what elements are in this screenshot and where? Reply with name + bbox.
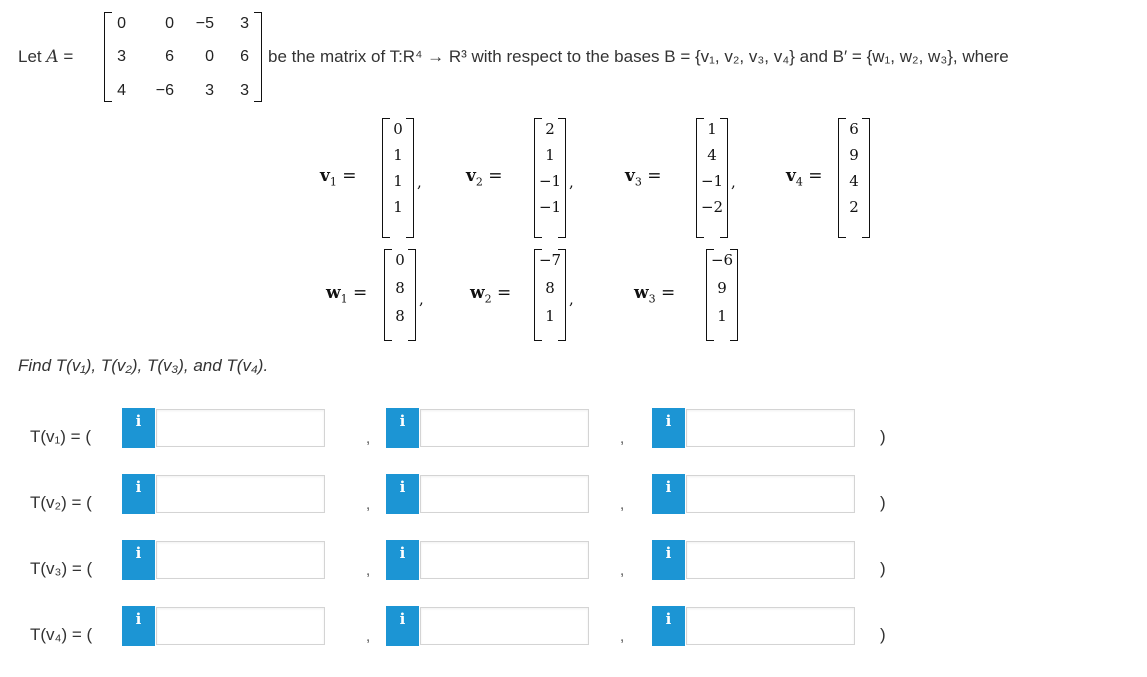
answer-separator: , xyxy=(366,496,371,513)
vector-separator: , xyxy=(731,173,736,191)
info-button[interactable] xyxy=(122,540,155,580)
vector-entry: 6 xyxy=(849,120,859,138)
answer-input[interactable] xyxy=(686,475,855,513)
info-button[interactable] xyxy=(386,474,419,514)
vector-entry: −1 xyxy=(538,172,562,190)
info-icon: i xyxy=(665,412,672,430)
matrix-a-cell: 3 xyxy=(117,48,126,65)
answer-row-label: T(v₄) = ( xyxy=(30,625,93,644)
answer-row-label: T(v₃) = ( xyxy=(30,559,93,578)
vector-entry: 1 xyxy=(707,120,717,138)
close-paren: ) xyxy=(880,559,886,578)
info-button[interactable] xyxy=(652,606,685,646)
vector-entry: −2 xyxy=(700,198,724,216)
vector-entry: 8 xyxy=(395,307,405,325)
info-icon: i xyxy=(665,610,672,628)
matrix-a-cell: 0 xyxy=(165,15,174,32)
vector-w1 xyxy=(384,249,416,341)
info-icon: i xyxy=(135,478,142,496)
matrix-right-bracket xyxy=(254,12,262,102)
close-paren: ) xyxy=(880,625,886,644)
vector-entry: 8 xyxy=(395,279,405,297)
info-icon: i xyxy=(399,610,406,628)
vector-entry: 1 xyxy=(393,172,403,190)
close-paren: ) xyxy=(880,427,886,446)
matrix-a-cell: −6 xyxy=(155,82,174,99)
info-button[interactable] xyxy=(386,540,419,580)
vector-v4 xyxy=(838,118,870,238)
vector-separator: , xyxy=(569,290,574,308)
vector-entry: 1 xyxy=(545,146,555,164)
matrix-a-cell: 0 xyxy=(205,48,214,65)
info-button[interactable] xyxy=(386,408,419,448)
answer-separator: , xyxy=(366,562,371,579)
answer-input[interactable] xyxy=(686,607,855,645)
answer-input[interactable] xyxy=(156,475,325,513)
vector-entry: −6 xyxy=(710,251,734,269)
matrix-a-cell: 0 xyxy=(117,15,126,32)
answer-input[interactable] xyxy=(420,607,589,645)
vector-separator: , xyxy=(419,290,424,308)
info-icon: i xyxy=(135,610,142,628)
answer-input[interactable] xyxy=(156,541,325,579)
matrix-a-cell: 3 xyxy=(240,15,249,32)
answer-input[interactable] xyxy=(420,541,589,579)
info-button[interactable] xyxy=(122,474,155,514)
vector-entry: −7 xyxy=(538,251,562,269)
info-button[interactable] xyxy=(386,606,419,646)
vector-entry: 4 xyxy=(707,146,717,164)
info-button[interactable] xyxy=(652,474,685,514)
answer-input[interactable] xyxy=(156,409,325,447)
matrix-a-cell: 4 xyxy=(117,82,126,99)
intro-sentence: be the matrix of T:R⁴ → R³ with respect to the bases B = {v₁, v₂, v₃, v₄} and B′ = {w₁, w₂, w₃}, where xyxy=(268,47,1009,66)
vector-entry: 1 xyxy=(393,198,403,216)
answer-row-label: T(v₂) = ( xyxy=(30,493,92,512)
answer-separator: , xyxy=(620,562,625,579)
matrix-a-cell: 6 xyxy=(240,48,249,65)
answer-input[interactable] xyxy=(420,409,589,447)
vector-v1-label: $v_1$ = xyxy=(320,166,357,189)
vector-separator: , xyxy=(417,173,422,191)
vector-entry: −1 xyxy=(538,198,562,216)
vector-entry: 4 xyxy=(849,172,859,190)
vector-w1-label: $w_1$ = xyxy=(326,283,368,306)
matrix-a xyxy=(104,12,262,102)
info-icon: i xyxy=(135,544,142,562)
equals-sign: = xyxy=(63,47,74,66)
answer-separator: , xyxy=(366,430,371,447)
info-icon: i xyxy=(399,478,406,496)
answer-separator: , xyxy=(620,496,625,513)
info-button[interactable] xyxy=(122,408,155,448)
vector-entry: 9 xyxy=(717,279,727,297)
info-icon: i xyxy=(135,412,142,430)
vector-entry: 2 xyxy=(545,120,555,138)
info-icon: i xyxy=(399,544,406,562)
vector-w2 xyxy=(534,249,566,341)
vector-entry: 1 xyxy=(717,307,727,325)
vector-v2 xyxy=(534,118,566,238)
vector-separator: , xyxy=(569,173,574,191)
vector-entry: 1 xyxy=(545,307,555,325)
vector-entry: 2 xyxy=(849,198,859,216)
vector-entry: 1 xyxy=(393,146,403,164)
vector-v3-label: $v_3$ = xyxy=(625,166,662,189)
matrix-a-cell: −5 xyxy=(195,15,214,32)
answer-input[interactable] xyxy=(156,607,325,645)
vector-entry: 8 xyxy=(545,279,555,297)
close-paren: ) xyxy=(880,493,886,512)
answer-input[interactable] xyxy=(686,409,855,447)
vector-v4-label: $v_4$ = xyxy=(786,166,823,189)
vector-v2-label: $v_2$ = xyxy=(466,166,503,189)
info-button[interactable] xyxy=(122,606,155,646)
matrix-a-cell: 3 xyxy=(205,82,214,99)
vector-entry: 0 xyxy=(395,251,405,269)
vector-w3-label: $w_3$ = xyxy=(634,283,676,306)
matrix-a-cell: 6 xyxy=(165,48,174,65)
info-icon: i xyxy=(399,412,406,430)
answer-row-label: T(v₁) = ( xyxy=(30,427,91,446)
intro-let-label: Let A = xyxy=(18,47,74,67)
question-text: Find T(v₁), T(v₂), T(v₃), and T(v₄). xyxy=(18,356,269,375)
info-icon: i xyxy=(665,478,672,496)
info-button[interactable] xyxy=(652,540,685,580)
vector-entry: −1 xyxy=(700,172,724,190)
vector-entry: 9 xyxy=(849,146,859,164)
answer-input[interactable] xyxy=(686,541,855,579)
info-icon: i xyxy=(665,544,672,562)
answer-separator: , xyxy=(620,430,625,447)
vector-w2-label: $w_2$ = xyxy=(470,283,512,306)
vector-w3 xyxy=(706,249,738,341)
matrix-a-cell: 3 xyxy=(240,82,249,99)
info-button[interactable] xyxy=(652,408,685,448)
answer-separator: , xyxy=(620,628,625,645)
answer-input[interactable] xyxy=(420,475,589,513)
answer-separator: , xyxy=(366,628,371,645)
vector-v3 xyxy=(696,118,728,238)
vector-entry: 0 xyxy=(393,120,403,138)
vector-v1 xyxy=(382,118,414,238)
matrix-name: A xyxy=(46,47,59,67)
